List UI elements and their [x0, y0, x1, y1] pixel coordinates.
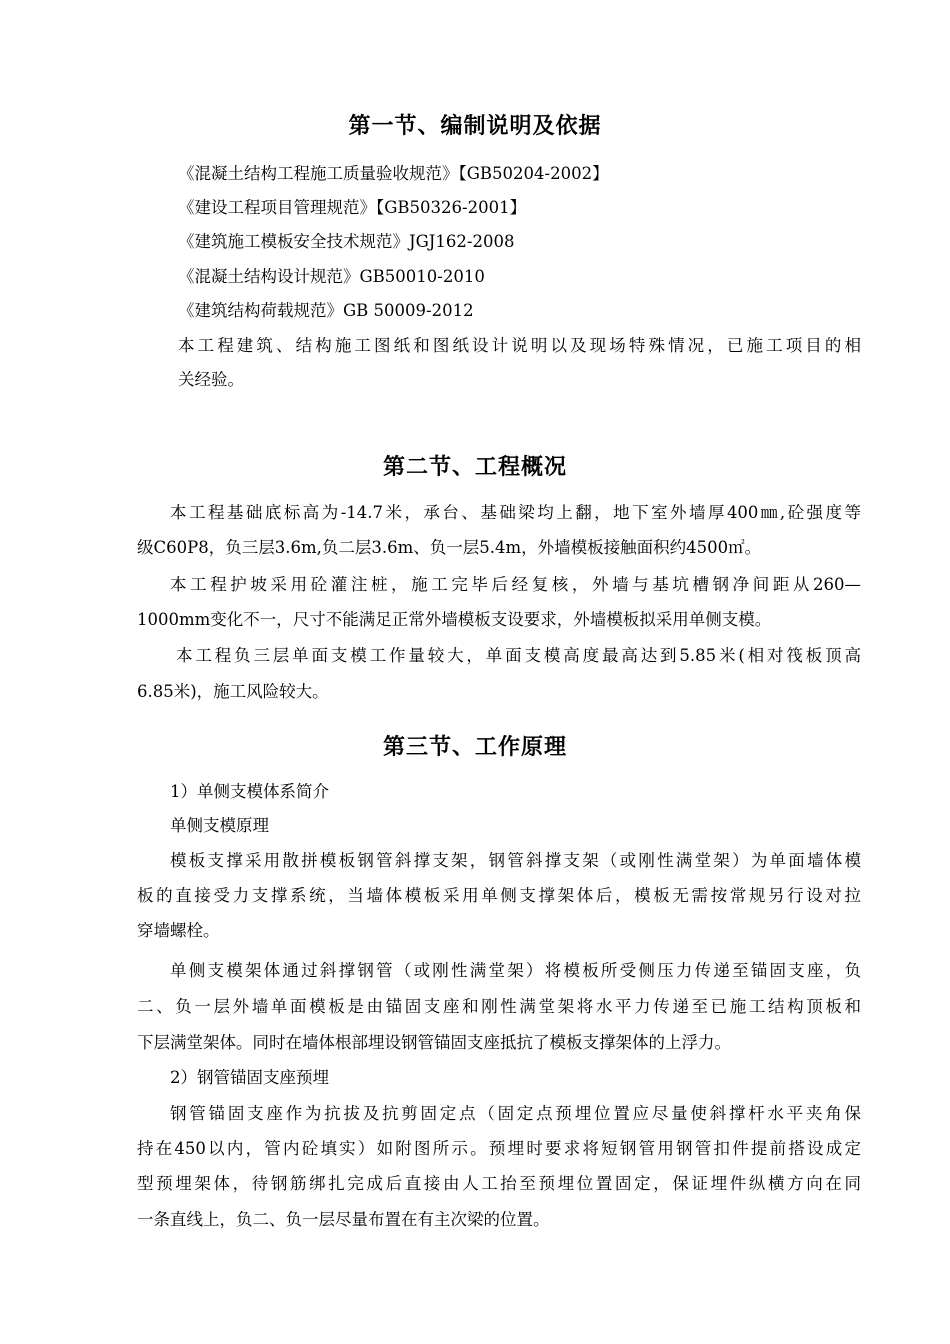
overview-paragraph-line: 本工程基础底标高为-14.7米，承台、基础梁均上翻，地下室外墙厚400㎜,砼强度等	[170, 503, 861, 522]
overview-paragraph-line: 6.85米)，施工风险较大。	[137, 682, 329, 701]
principle-paragraph-line: 模板支撑采用散拼模板钢管斜撑支架，钢管斜撑支架（或刚性满堂架）为单面墙体模	[170, 851, 861, 870]
overview-paragraph-line: 本工程负三层单面支模工作量较大，单面支模高度最高达到5.85米(相对筏板顶高	[176, 646, 861, 665]
principle-paragraph-line: 单侧支模架体通过斜撑钢管（或刚性满堂架）将模板所受侧压力传递至锚固支座，负	[170, 961, 861, 980]
basis-note-line: 本工程建筑、结构施工图纸和图纸设计说明以及现场特殊情况，已施工项目的相	[178, 336, 861, 355]
anchor-paragraph-line: 钢管锚固支座作为抗拔及抗剪固定点（固定点预埋位置应尽量使斜撑杆水平夹角保	[170, 1104, 861, 1123]
section3-title: 第三节、工作原理	[382, 735, 567, 760]
anchor-paragraph-line: 一条直线上，负二、负一层尽量布置在有主次梁的位置。	[137, 1210, 550, 1229]
reference-item: 《建筑结构荷载规范》GB 50009-2012	[178, 301, 474, 320]
overview-paragraph-line: 本工程护坡采用砼灌注桩，施工完毕后经复核，外墙与基坑槽钢净间距从260—	[170, 575, 861, 594]
principle-paragraph-line: 穿墙螺栓。	[137, 921, 220, 940]
principle-paragraph-line: 二、负一层外墙单面模板是由锚固支座和刚性满堂架将水平力传递至已施工结构顶板和	[137, 997, 861, 1016]
anchor-paragraph-line: 型预埋架体，待钢筋绑扎完成后直接由人工抬至预埋位置固定，保证埋件纵横方向在同	[137, 1174, 861, 1193]
reference-item: 《混凝土结构设计规范》GB50010-2010	[178, 267, 485, 286]
overview-paragraph-line: 级C60P8，负三层3.6m,负二层3.6m、负一层5.4m，外墙模板接触面积约4500㎡。	[137, 538, 762, 557]
reference-item: 《建设工程项目管理规范》【GB50326-2001】	[178, 198, 527, 217]
reference-item: 《建筑施工模板安全技术规范》JGJ162-2008	[178, 232, 515, 251]
subsection-heading: 2）钢管锚固支座预埋	[170, 1068, 329, 1087]
subsection-label: 单侧支模原理	[170, 816, 269, 835]
overview-paragraph-line: 1000mm变化不一，尺寸不能满足正常外墙模板支设要求，外墙模板拟采用单侧支模。	[137, 610, 772, 629]
reference-item: 《混凝土结构工程施工质量验收规范》【GB50204-2002】	[178, 164, 609, 183]
anchor-paragraph-line: 持在450以内，管内砼填实）如附图所示。预埋时要求将短钢管用钢管扣件提前搭设成定	[137, 1139, 861, 1158]
basis-note-line: 关经验。	[178, 370, 244, 389]
subsection-heading: 1）单侧支模体系简介	[170, 782, 329, 801]
section2-title: 第二节、工程概况	[382, 455, 567, 480]
principle-paragraph-line: 下层满堂架体。同时在墙体根部埋设钢管锚固支座抵抗了模板支撑架体的上浮力。	[137, 1033, 731, 1052]
principle-paragraph-line: 板的直接受力支撑系统，当墙体模板采用单侧支撑架体后，模板无需按常规另行设对拉	[137, 886, 861, 905]
section1-title: 第一节、编制说明及依据	[348, 114, 602, 139]
